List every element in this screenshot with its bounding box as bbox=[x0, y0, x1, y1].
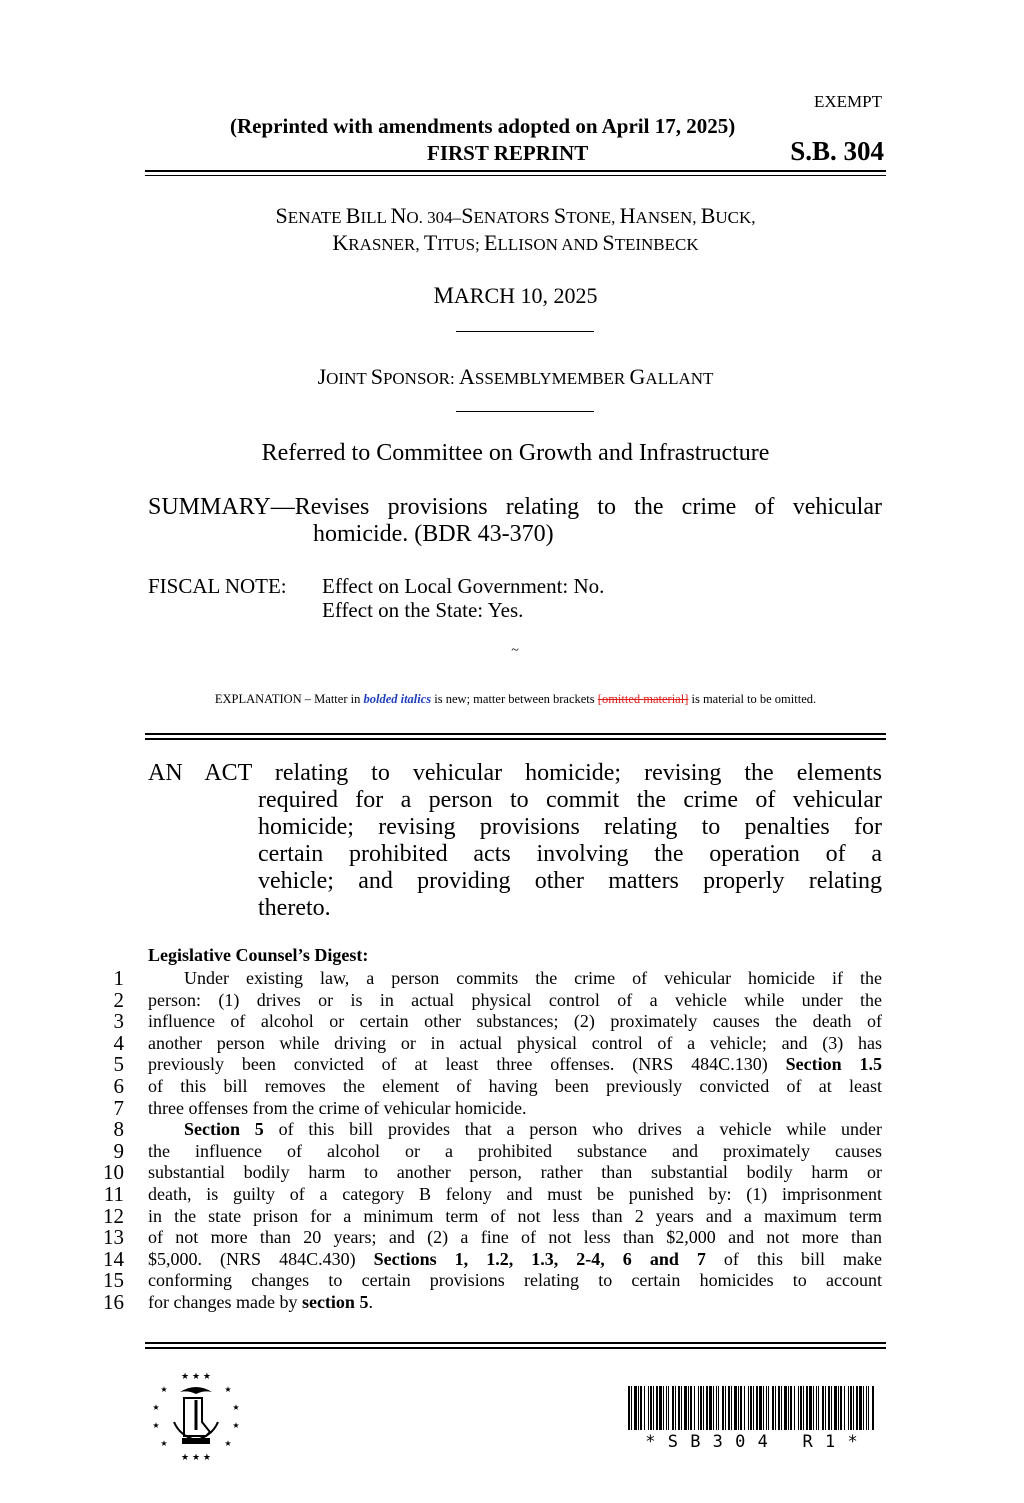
digest-line-3: influence of alcohol or certain other substances; (2) proximately causes the death of bbox=[148, 1011, 882, 1031]
reprint-note: (Reprinted with amendments adopted on April 17, 2025) bbox=[230, 114, 736, 138]
digest-line-6: of this bill removes the element of having been previously convicted of at least bbox=[148, 1076, 882, 1096]
svg-text:★: ★ bbox=[152, 1421, 160, 1430]
line-number: 13 bbox=[103, 1225, 124, 1249]
act-line-5: vehicle; and providing other matters properly relating bbox=[258, 868, 882, 894]
digest-line-2: person: (1) drives or is in actual physical control of a vehicle while under the bbox=[148, 990, 882, 1010]
digest-line-14: $5,000. (NRS 484C.430) Sections 1, 1.2, 1.3, 2-4, 6 and 7 of this bill make bbox=[148, 1249, 883, 1269]
svg-text:★ ★ ★: ★ ★ ★ bbox=[181, 1372, 211, 1382]
act-line-2: required for a person to commit the crime of vehicular bbox=[258, 787, 882, 813]
line-number: 5 bbox=[113, 1052, 124, 1076]
digest-line-7: three offenses from the crime of vehicular homicide. bbox=[148, 1098, 527, 1118]
summary-line1: SUMMARY—Revises provisions relating to the crime of vehicular bbox=[148, 494, 882, 520]
line-number: 6 bbox=[113, 1074, 124, 1098]
line-number: 7 bbox=[113, 1096, 124, 1120]
digest-line-5: previously been convicted of at least three offenses. (NRS 484C.130) Section 1.5 bbox=[148, 1054, 882, 1074]
svg-text:★: ★ bbox=[232, 1421, 240, 1430]
explanation-rule-top bbox=[145, 733, 886, 735]
exempt-label: EXEMPT bbox=[814, 92, 882, 111]
svg-text:★: ★ bbox=[232, 1403, 240, 1412]
fiscal-local: Effect on Local Government: No. bbox=[322, 574, 605, 598]
digest-line-12: in the state prison for a minimum term of not less than 2 years and a maximum term bbox=[148, 1206, 882, 1226]
line-number: 2 bbox=[113, 988, 124, 1012]
line-number: 4 bbox=[113, 1031, 124, 1055]
date-divider bbox=[456, 331, 594, 332]
sponsor-divider bbox=[456, 411, 594, 412]
digest-heading: Legislative Counsel’s Digest: bbox=[148, 945, 369, 965]
bill-title-line1: SENATE BILL NO. 304–SENATORS STONE, HANSEN, BUCK, bbox=[275, 203, 756, 228]
separator-tilde: ~ bbox=[511, 643, 519, 658]
svg-text:★: ★ bbox=[160, 1439, 168, 1448]
line-number: 14 bbox=[103, 1247, 124, 1271]
summary-line2: homicide. (BDR 43-370) bbox=[313, 521, 554, 547]
act-line-3: homicide; revising provisions relating to penalties for bbox=[258, 814, 882, 840]
bill-number: S.B. 304 bbox=[790, 136, 884, 166]
line-number: 12 bbox=[103, 1204, 124, 1228]
footer-rule-bottom bbox=[145, 1347, 886, 1349]
line-number: 16 bbox=[103, 1290, 124, 1314]
bill-title-line2: KRASNER, TITUS; ELLISON AND STEINBECK bbox=[332, 230, 699, 255]
act-line-4: certain prohibited acts involving the operation of a bbox=[258, 841, 882, 867]
line-number: 3 bbox=[113, 1009, 124, 1033]
line-number: 1 bbox=[113, 966, 124, 990]
committee-referral: Referred to Committee on Growth and Infrastructure bbox=[261, 440, 770, 466]
explanation-note: EXPLANATION – Matter in bolded italics is new; matter between brackets [omitted material] is material to be omitted. bbox=[214, 692, 817, 706]
line-number: 8 bbox=[113, 1117, 124, 1141]
digest-line-16: for changes made by section 5. bbox=[148, 1292, 373, 1312]
svg-text:★: ★ bbox=[160, 1385, 168, 1394]
new-matter-sample: bolded italics bbox=[363, 692, 432, 706]
footer-rule-top bbox=[145, 1342, 886, 1344]
digest-line-9: the influence of alcohol or a prohibited substance and proximately causes bbox=[148, 1141, 882, 1161]
line-number: 11 bbox=[103, 1182, 124, 1206]
fiscal-note-label: FISCAL NOTE: bbox=[148, 574, 287, 598]
digest-line-1: Under existing law, a person commits the crime of vehicular homicide if the bbox=[184, 968, 882, 988]
act-line-6: thereto. bbox=[258, 895, 331, 921]
header-rule-top bbox=[145, 170, 886, 172]
first-reprint-label: FIRST REPRINT bbox=[427, 141, 589, 165]
digest-line-15: conforming changes to certain provisions relating to certain homicides to account bbox=[148, 1270, 882, 1290]
svg-text:★: ★ bbox=[224, 1385, 232, 1394]
explanation-rule-bottom bbox=[145, 738, 886, 740]
line-number: 9 bbox=[113, 1139, 124, 1163]
digest-line-10: substantial bodily harm to another person, rather than substantial bodily harm or bbox=[148, 1162, 882, 1182]
header-rule-bottom bbox=[145, 175, 886, 176]
line-number: 15 bbox=[103, 1268, 124, 1292]
digest-line-11: death, is guilty of a category B felony and must be punished by: (1) imprisonment bbox=[148, 1184, 882, 1204]
bill-date: MARCH 10, 2025 bbox=[433, 283, 598, 308]
nevada-seal-icon bbox=[150, 1370, 242, 1462]
digest-line-8: Section 5 of this bill provides that a person who drives a vehicle while under bbox=[184, 1119, 882, 1139]
svg-text:★ ★ ★: ★ ★ ★ bbox=[181, 1453, 211, 1462]
svg-text:★: ★ bbox=[224, 1439, 232, 1448]
omitted-matter-sample: [omitted material] bbox=[597, 692, 689, 706]
svg-text:★: ★ bbox=[152, 1403, 160, 1412]
digest-line-13: of not more than 20 years; and (2) a fine of not less than $2,000 and not more than bbox=[148, 1227, 882, 1247]
joint-sponsor: JOINT SPONSOR: ASSEMBLYMEMBER GALLANT bbox=[317, 364, 714, 389]
line-number: 10 bbox=[103, 1160, 124, 1184]
fiscal-state: Effect on the State: Yes. bbox=[322, 598, 524, 622]
barcode bbox=[626, 1386, 878, 1430]
digest-line-4: another person while driving or in actual physical control of a vehicle; and (3) has bbox=[148, 1033, 882, 1053]
barcode-text: * S B 3 0 4 R 1 * bbox=[645, 1432, 859, 1452]
act-line-1: AN ACT relating to vehicular homicide; revising the elements bbox=[148, 760, 882, 786]
